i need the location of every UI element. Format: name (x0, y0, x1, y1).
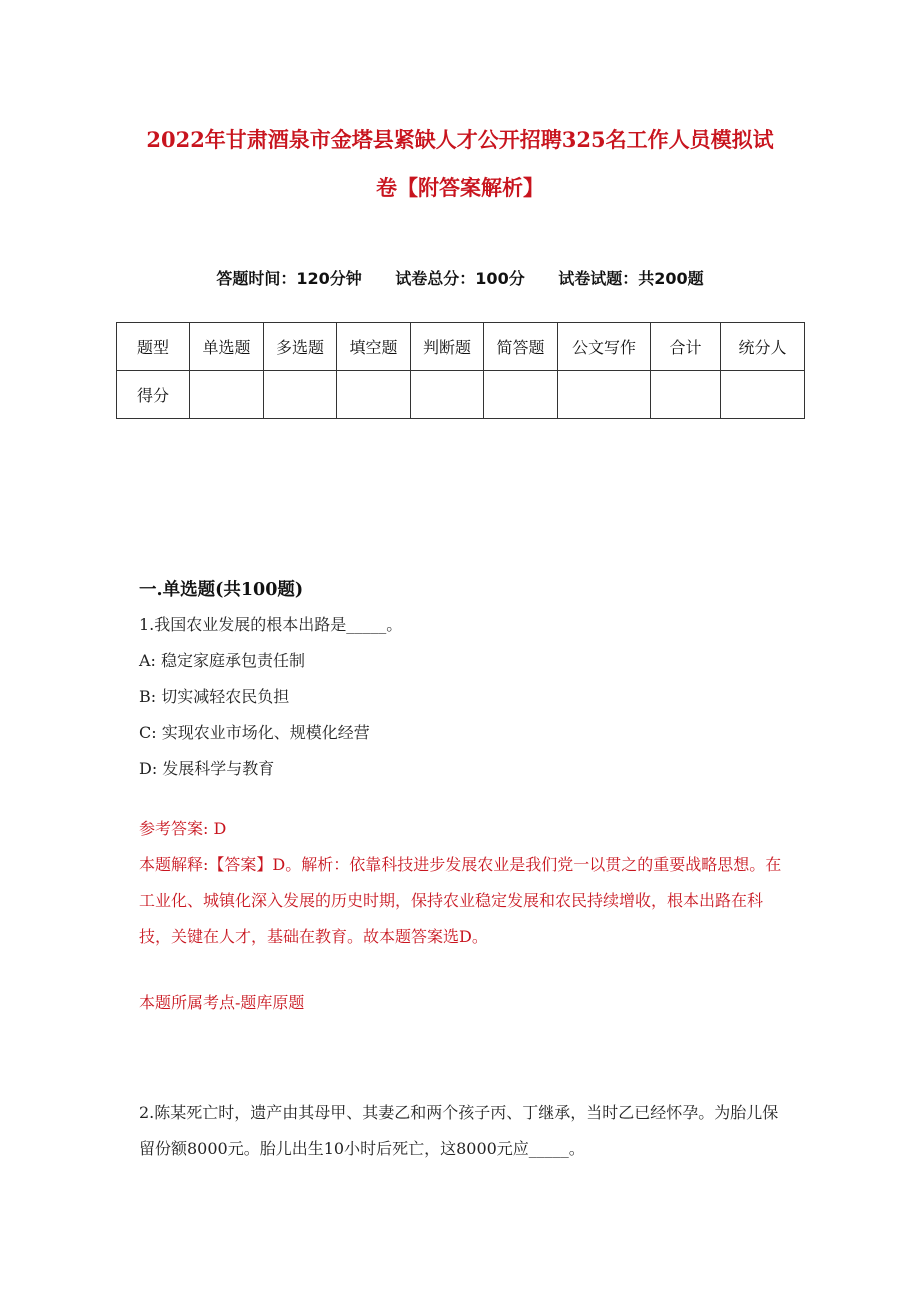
option-d: D: 发展科学与教育 (139, 759, 275, 778)
score-cell (558, 371, 651, 419)
score-table-header-row (117, 323, 805, 371)
score-cell (190, 371, 264, 419)
score-table-header-cell: 多选题 (264, 323, 337, 371)
reference-answer: 参考答案: D (139, 819, 227, 838)
option-a: A: 稳定家庭承包责任制 (139, 651, 306, 670)
knowledge-point: 本题所属考点-题库原题 (139, 993, 305, 1012)
option-c: C: 实现农业市场化、规模化经营 (139, 723, 370, 742)
question-stem: 2.陈某死亡时，遗产由其母甲、其妻乙和两个孩子丙、丁继承，当时乙已经怀孕。为胎儿保留份额8000元。胎儿出生10小时后死亡，这8000元应_____。 (139, 1103, 779, 1158)
score-cell (264, 371, 337, 419)
score-table-header-cell: 填空题 (337, 323, 411, 371)
title-line-2: 卷【附答案解析】 (376, 175, 544, 200)
exam-content (139, 573, 789, 1167)
score-row-label: 得分 (117, 371, 190, 419)
score-table-header-cell: 判断题 (411, 323, 484, 371)
answer-explanation: 本题解释:【答案】D。解析：依靠科技进步发展农业是我们党一以贯之的重要战略思想。在工业化、城镇化深入发展的历史时期，保持农业稳定发展和农民持续增收，根本出路在科技，关键在人才，基础在教育。故本题答案选D。 (139, 855, 782, 946)
score-cell (411, 371, 484, 419)
score-cell (721, 371, 805, 419)
score-cell (484, 371, 558, 419)
score-table (116, 322, 805, 419)
title-line-1: 2022年甘肃酒泉市金塔县紧缺人才公开招聘325名工作人员模拟试 (146, 127, 774, 152)
score-cell (337, 371, 411, 419)
score-table-header-cell: 公文写作 (558, 323, 651, 371)
exam-total-score: 试卷总分：100分 (395, 269, 525, 288)
exam-question-count: 试卷试题：共200题 (558, 269, 704, 288)
exam-meta (0, 266, 920, 289)
section-heading: 一.单选题(共100题) (139, 580, 304, 600)
score-table-header-cell: 简答题 (484, 323, 558, 371)
exam-time: 答题时间：120分钟 (216, 269, 362, 288)
score-table-score-row (117, 371, 805, 419)
document-title (80, 116, 840, 212)
score-table-header-cell: 题型 (117, 323, 190, 371)
score-table-header-cell: 合计 (651, 323, 721, 371)
score-table-header-cell: 统分人 (721, 323, 805, 371)
question-2 (139, 1095, 789, 1167)
option-b: B: 切实减轻农民负担 (139, 687, 290, 706)
score-table-header-cell: 单选题 (190, 323, 264, 371)
question-stem: 1.我国农业发展的根本出路是_____。 (139, 615, 403, 634)
score-cell (651, 371, 721, 419)
question-1 (139, 607, 789, 1021)
